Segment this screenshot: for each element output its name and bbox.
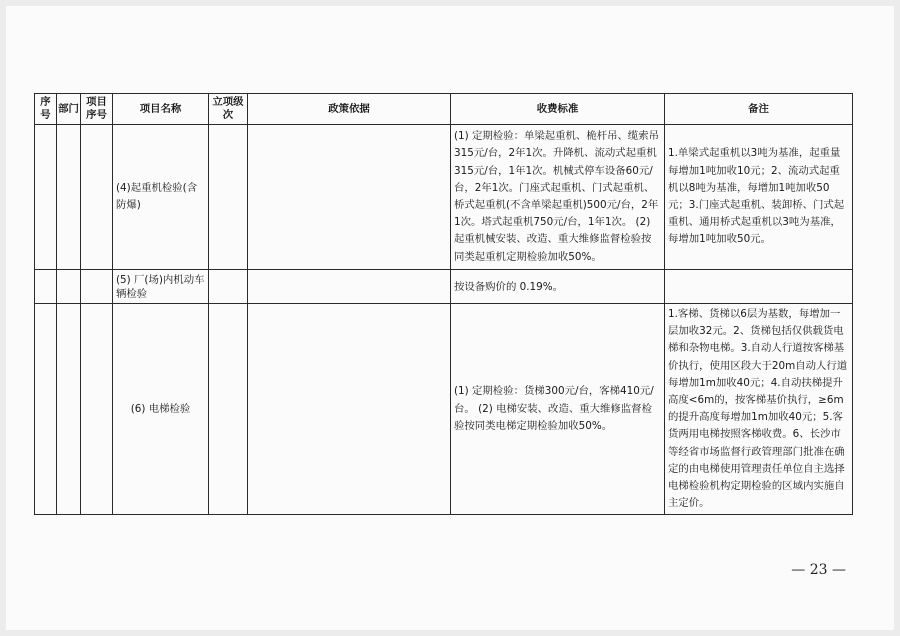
cell-item-seq [81,304,113,515]
page-number: — 23 — [791,562,846,578]
header-dept: 部门 [57,94,81,125]
fee-table [34,93,853,515]
header-remarks: 备注 [665,94,853,125]
header-seq: 序号 [35,94,57,125]
cell-item-name: (4)起重机检验(含防爆) [113,125,209,270]
cell-seq [35,125,57,270]
header-policy: 政策依据 [248,94,451,125]
cell-level [209,125,248,270]
cell-item-seq [81,270,113,304]
cell-dept [57,270,81,304]
cell-dept [57,304,81,515]
cell-item-seq [81,125,113,270]
table-row [35,125,853,270]
table-header-row [35,94,853,125]
cell-fee: 按设备购价的 0.19%。 [451,270,665,304]
table-row [35,304,853,515]
cell-level [209,270,248,304]
cell-seq [35,304,57,515]
cell-level [209,304,248,515]
cell-dept [57,125,81,270]
cell-item-name: (5) 厂(场)内机动车辆检验 [113,270,209,304]
cell-policy [248,270,451,304]
header-item-name: 项目名称 [113,94,209,125]
cell-fee: (1) 定期检验：单梁起重机、桅杆吊、缆索吊315元/台，2年1次。升降机、流动式起重机315元/台，1年1次。机械式停车设备60元/台，2年1次。门座式起重机、门式起重机、桥式起重机(不含单梁起重机)500元/台，2年1次。塔式起重机750元/台，1年1次。 (2) 起重机械安装、改造、重大维修监督检验按同类起重机定期检验加收50%。 [451,125,665,270]
cell-item-name: (6) 电梯检验 [113,304,209,515]
header-item-seq: 项目序号 [81,94,113,125]
document-page [6,6,894,630]
cell-policy [248,304,451,515]
table-row [35,270,853,304]
cell-seq [35,270,57,304]
cell-policy [248,125,451,270]
cell-remarks [665,270,853,304]
header-fee: 收费标准 [451,94,665,125]
header-level: 立项级次 [209,94,248,125]
cell-fee: (1) 定期检验：货梯300元/台，客梯410元/台。 (2) 电梯安装、改造、重大维修监督检验按同类电梯定期检验加收50%。 [451,304,665,515]
cell-remarks: 1.客梯、货梯以6层为基数，每增加一层加收32元。2、货梯包括仅供载货电梯和杂物电梯。3.自动人行道按客梯基价执行，使用区段大于20m自动人行道每增加1m加收40元；4.自动扶梯提升高度<6m的，按客梯基价执行，≥6m的提升高度每增加1m加收40元；5.客货两用电梯按照客梯收费。6、长沙市等经省市场监督行政管理部门批准在确定的由电梯使用管理责任单位自主选择电梯检验机构定期检验的区域内实施自主定价。 [665,304,853,515]
cell-remarks: 1.单梁式起重机以3吨为基准，起重量每增加1吨加收10元；2、流动式起重机以8吨为基准，每增加1吨加收50元；3.门座式起重机、装卸桥、门式起重机、通用桥式起重机以3吨为基准，每增加1吨加收50元。 [665,125,853,270]
